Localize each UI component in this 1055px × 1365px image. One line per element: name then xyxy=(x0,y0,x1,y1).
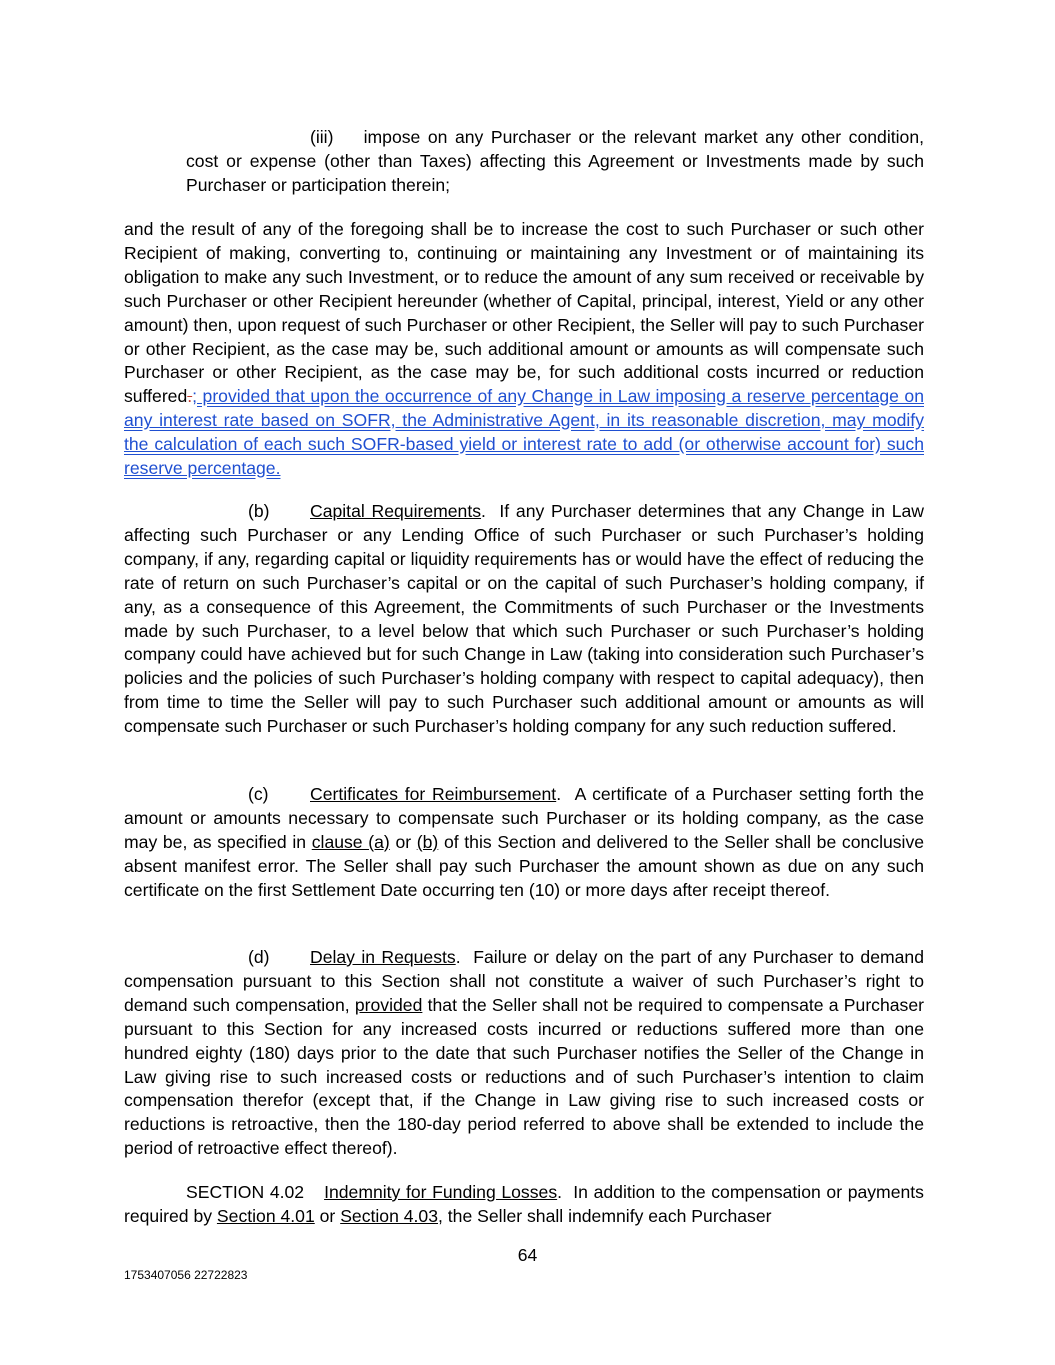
clause-iii-text: impose on any Purchaser or the relevant market any other condition, cost or expense (other than Taxes) affecting this Agreement or Investments made by such Purchaser or participation therein; xyxy=(186,127,924,195)
clause-d-heading: Delay in Requests xyxy=(310,947,456,967)
section-4-01-reference: Section 4.01 xyxy=(216,1205,315,1226)
clause-a-reference: clause (a) xyxy=(311,831,390,852)
section-4-02-heading: Indemnity for Funding Losses xyxy=(324,1182,558,1202)
clause-iii xyxy=(186,126,924,198)
section-4-02-text-2: , the Seller shall indemnify each Purchaser xyxy=(438,1205,772,1226)
clause-iii-label: (iii) xyxy=(310,127,334,147)
document-id: 1753407056 22722823 xyxy=(124,1268,248,1282)
inserted-text: ; provided that upon the occurrence of any Change in Law imposing a reserve percentage on any interest rate based on SOFR, the Administrative Agent, in its reasonable discretion, may modify the calculation of each such SOFR-based yield or interest rate to add (or otherwise account for) such reserve percentage. xyxy=(124,386,924,479)
result-paragraph xyxy=(124,218,924,481)
clause-b-text: If any Purchaser determines that any Change in Law affecting such Purchaser or any Lending Office of such Purchaser or such Purchaser’s holding company, if any, regarding capital or liquidity requirements has or would have the effect of reducing the rate of return on such Purchaser’s capital or on the capital of such Purchaser’s holding company, if any, as a consequence of this Agreement, the Commitments of such Purchaser or the Investments made by such Purchaser, to a level below that which such Purchaser or such Purchaser’s holding company could have achieved but for such Change in Law (taking into consideration such Purchaser’s policies and the policies of such Purchaser’s holding company with respect to capital adequacy), then from time to time the Seller will pay to such Purchaser such additional amount or amounts as will compensate such Purchaser or such Purchaser’s holding company for any such reduction suffered. xyxy=(124,501,924,737)
clause-b-reference: (b) xyxy=(416,831,439,852)
provided-term: provided xyxy=(354,994,423,1015)
clause-d-text-1: Failure or delay on the part of any Purchaser to demand compensation pursuant to this Section shall not constitute a waiver of such Purchaser’s right to demand such compensation, xyxy=(124,947,924,1015)
section-4-03-reference: Section 4.03 xyxy=(340,1205,439,1226)
deleted-text: . xyxy=(187,386,193,407)
page-number: 64 xyxy=(517,1245,538,1265)
section-4-02-text-1: In addition to the compensation or payments required by xyxy=(124,1182,924,1226)
clause-c: (c) Certificates for Reimbursement. A certificate of a Purchaser setting forth the amount or amounts necessary to compensate such Purchaser or its holding company, as the case may be, as specified in clause (a) or (b) of this Section and delivered to the Seller shall be conclusive absent manifest error. The Seller shall pay such Purchaser the amount shown as due on any such certificate on the first Settlement Date occurring ten (10) or more days after receipt thereof. xyxy=(124,784,925,900)
clause-c-text-1: A certificate of a Purchaser setting forth the amount or amounts necessary to compensate such Purchaser or its holding company, as the case may be, as specified in xyxy=(124,784,925,852)
section-4-02: SECTION 4.02 Indemnity for Funding Losses. In addition to the compensation or payments required by Section 4.01 or Section 4.03, the Seller shall indemnify each Purchaser xyxy=(124,1182,924,1226)
clause-c-or: or xyxy=(395,831,412,852)
clause-b-heading: Capital Requirements xyxy=(310,501,482,521)
clause-d: (d) Delay in Requests. Failure or delay on the part of any Purchaser to demand compensation pursuant to this Section shall not constitute a waiver of such Purchaser’s right to demand such compensation, provided that the Seller shall not be required to compensate a Purchaser pursuant to this Section for any increased costs incurred or reductions suffered more than one hundred eighty (180) days prior to the date that such Purchaser notifies the Seller of the Change in Law giving rise to such increased costs or reductions and of such Purchaser’s intention to claim compensation therefor (except that, if the Change in Law giving rise to such increased costs or reductions is retroactive, then the 180-day period referred to above shall be extended to include the period of retroactive effect thereof). xyxy=(124,947,924,1159)
clause-b: (b) Capital Requirements. If any Purchaser determines that any Change in Law affecting such Purchaser or any Lending Office of such Purchaser or such Purchaser’s holding company, if any, regarding capital or liquidity requirements has or would have the effect of reducing the rate of return on such Purchaser’s capital or on the capital of such Purchaser’s holding company, if any, as a consequence of this Agreement, the Commitments of such Purchaser or the Investments made by such Purchaser, to a level below that which such Purchaser or such Purchaser’s holding company could have achieved but for such Change in Law (taking into consideration such Purchaser’s policies and the policies of such Purchaser’s holding company with respect to capital adequacy), then from time to time the Seller will pay to such Purchaser such additional amount or amounts as will compensate such Purchaser or such Purchaser’s holding company for any such reduction suffered. xyxy=(124,501,924,737)
clause-b-label: (b) xyxy=(248,501,270,521)
section-4-02-label: SECTION 4.02 xyxy=(186,1182,305,1202)
clause-c-label: (c) xyxy=(248,784,269,804)
clause-d-text-2: that the Seller shall not be required to compensate a Purchaser pursuant to this Section for any increased costs incurred or reductions suffered more than one hundred eighty (180) days prior to the date that such Purchaser notifies the Seller of the Change in Law giving rise to such increased costs or reductions and of such Purchaser’s intention to claim compensation therefor (except that, if the Change in Law giving rise to such increased costs or reductions is retroactive, then the 180-day period referred to above shall be extended to include the period of retroactive effect thereof). xyxy=(124,994,924,1159)
clause-d-label: (d) xyxy=(248,947,270,967)
clause-c-heading: Certificates for Reimbursement xyxy=(310,784,557,804)
section-4-02-or: or xyxy=(319,1205,336,1226)
result-text: and the result of any of the foregoing shall be to increase the cost to such Purchaser or such other Recipient of making, converting to, continuing or maintaining any Investment or of maintaining its obligation to make any such Investment, or to reduce the amount of any sum received or receivable by such Purchaser or other Recipient hereunder (whether of Capital, principal, interest, Yield or any other amount) then, upon request of such Purchaser or other Recipient, the Seller will pay to such Purchaser or other Recipient, as the case may be, such additional amount or amounts as will compensate such Purchaser or other Recipient, as the case may be, for such additional costs incurred or reduction suffered xyxy=(124,219,924,407)
clause-c-text-2: of this Section and delivered to the Seller shall be conclusive absent manifest error. The Seller shall pay such Purchaser the amount shown as due on any such certificate on the first Settlement Date occurring ten (10) or more days after receipt thereof. xyxy=(124,831,925,900)
